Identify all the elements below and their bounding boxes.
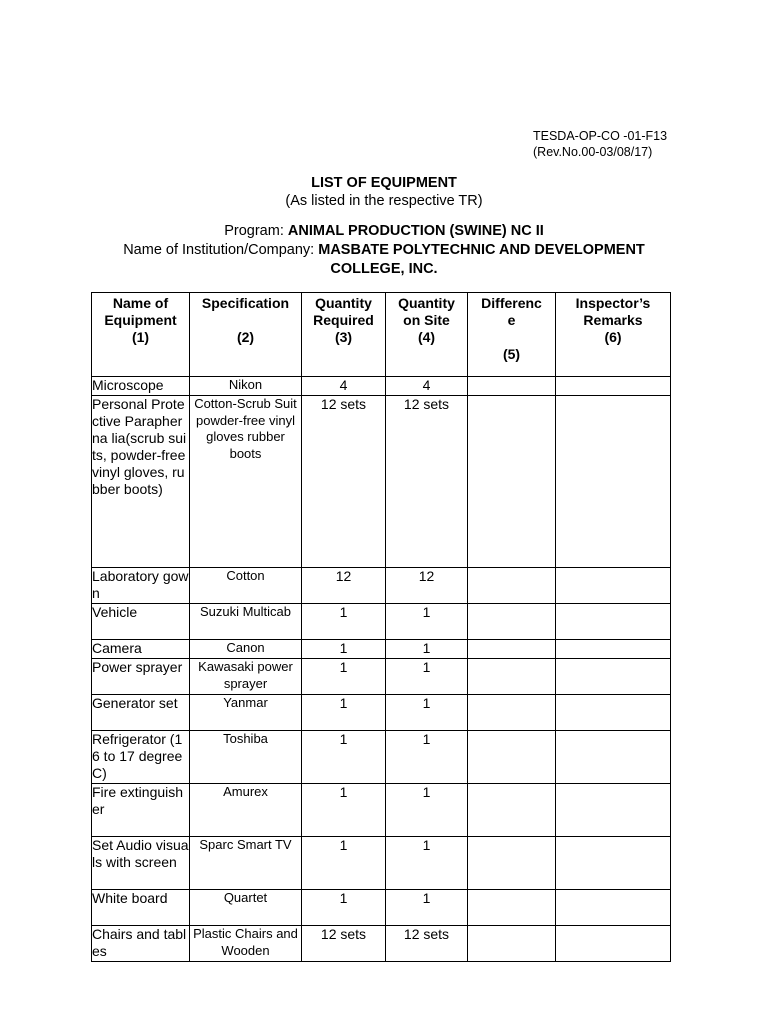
table-row — [92, 837, 671, 890]
form-code — [533, 128, 667, 160]
cell-inspector-remarks — [556, 568, 671, 604]
cell-quantity-on-site: 12 sets — [386, 926, 468, 962]
table-row — [92, 377, 671, 396]
cell-specification: Plastic Chairs and Wooden — [190, 926, 302, 962]
program-line — [0, 222, 768, 241]
cell-inspector-remarks — [556, 837, 671, 890]
cell-difference — [468, 731, 556, 784]
cell-quantity-required: 1 — [302, 784, 386, 837]
cell-specification: Quartet — [190, 890, 302, 926]
table-header-row — [92, 293, 671, 377]
table-row — [92, 784, 671, 837]
cell-specification: Sparc Smart TV — [190, 837, 302, 890]
cell-equipment-name: White board — [92, 890, 190, 926]
cell-quantity-on-site: 4 — [386, 377, 468, 396]
cell-quantity-on-site: 1 — [386, 659, 468, 695]
cell-quantity-on-site: 1 — [386, 731, 468, 784]
cell-equipment-name: Set Audio visuals with screen — [92, 837, 190, 890]
cell-specification: Kawasaki power sprayer — [190, 659, 302, 695]
cell-quantity-on-site: 1 — [386, 640, 468, 659]
institution-name-cont: COLLEGE, INC. — [330, 261, 438, 277]
cell-specification: Suzuki Multicab — [190, 604, 302, 640]
table-row — [92, 695, 671, 731]
cell-inspector-remarks — [556, 784, 671, 837]
cell-quantity-required: 1 — [302, 731, 386, 784]
header-name: Name of Equipment (1) — [92, 293, 190, 377]
cell-equipment-name: Generator set — [92, 695, 190, 731]
program-label: Program: — [224, 223, 288, 239]
header-quantity-on-site: Quantity on Site (4) — [386, 293, 468, 377]
cell-difference — [468, 695, 556, 731]
equipment-table — [91, 292, 671, 962]
cell-inspector-remarks — [556, 396, 671, 568]
header-specification: Specification (2) — [190, 293, 302, 377]
table-row — [92, 396, 671, 568]
cell-inspector-remarks — [556, 926, 671, 962]
program-block — [0, 222, 768, 279]
cell-inspector-remarks — [556, 695, 671, 731]
institution-label: Name of Institution/Company: — [123, 242, 319, 258]
cell-equipment-name: Refrigerator (16 to 17 degree C) — [92, 731, 190, 784]
equipment-table-body — [92, 377, 671, 962]
cell-quantity-required: 12 sets — [302, 926, 386, 962]
header-quantity-required: Quantity Required (3) — [302, 293, 386, 377]
cell-quantity-on-site: 1 — [386, 784, 468, 837]
cell-equipment-name: Chairs and tables — [92, 926, 190, 962]
cell-quantity-on-site: 1 — [386, 837, 468, 890]
cell-specification: Canon — [190, 640, 302, 659]
cell-quantity-on-site: 1 — [386, 890, 468, 926]
cell-specification: Yanmar — [190, 695, 302, 731]
cell-difference — [468, 640, 556, 659]
table-row — [92, 604, 671, 640]
cell-quantity-required: 12 — [302, 568, 386, 604]
cell-inspector-remarks — [556, 731, 671, 784]
cell-quantity-required: 1 — [302, 659, 386, 695]
cell-difference — [468, 568, 556, 604]
cell-difference — [468, 377, 556, 396]
table-row — [92, 926, 671, 962]
institution-line-2 — [0, 260, 768, 279]
cell-difference — [468, 784, 556, 837]
program-value: ANIMAL PRODUCTION (SWINE) NC II — [287, 223, 544, 239]
cell-quantity-required: 1 — [302, 890, 386, 926]
table-row — [92, 659, 671, 695]
header-difference: Differenc e (5) — [468, 293, 556, 377]
cell-difference — [468, 659, 556, 695]
cell-quantity-required: 4 — [302, 377, 386, 396]
table-row — [92, 890, 671, 926]
cell-specification: Amurex — [190, 784, 302, 837]
cell-quantity-on-site: 1 — [386, 695, 468, 731]
cell-equipment-name: Camera — [92, 640, 190, 659]
cell-equipment-name: Fire extinguisher — [92, 784, 190, 837]
cell-quantity-on-site: 12 sets — [386, 396, 468, 568]
cell-inspector-remarks — [556, 604, 671, 640]
form-code-number: TESDA-OP-CO -01-F13 — [533, 129, 668, 143]
cell-equipment-name: Microscope — [92, 377, 190, 396]
header-inspector-remarks: Inspector’s Remarks (6) — [556, 293, 671, 377]
page-subtitle: (As listed in the respective TR) — [285, 193, 483, 209]
cell-specification: Nikon — [190, 377, 302, 396]
cell-quantity-required: 1 — [302, 604, 386, 640]
page-title: LIST OF EQUIPMENT — [311, 175, 457, 191]
cell-equipment-name: Laboratory gown — [92, 568, 190, 604]
cell-difference — [468, 926, 556, 962]
title-block — [0, 174, 768, 210]
institution-name: MASBATE POLYTECHNIC AND DEVELOPMENT — [318, 242, 645, 258]
cell-inspector-remarks — [556, 890, 671, 926]
table-row — [92, 640, 671, 659]
cell-equipment-name: Personal Protective Parapherna lia(scrub suits, powder-free vinyl gloves, rubber boots) — [92, 396, 190, 568]
cell-quantity-required: 1 — [302, 695, 386, 731]
institution-line — [0, 241, 768, 260]
cell-difference — [468, 396, 556, 568]
cell-difference — [468, 837, 556, 890]
cell-quantity-required: 1 — [302, 837, 386, 890]
cell-inspector-remarks — [556, 377, 671, 396]
cell-quantity-on-site: 1 — [386, 604, 468, 640]
cell-specification: Toshiba — [190, 731, 302, 784]
cell-equipment-name: Vehicle — [92, 604, 190, 640]
cell-specification: Cotton — [190, 568, 302, 604]
cell-quantity-required: 1 — [302, 640, 386, 659]
cell-quantity-on-site: 12 — [386, 568, 468, 604]
table-row — [92, 731, 671, 784]
cell-quantity-required: 12 sets — [302, 396, 386, 568]
form-code-revision: (Rev.No.00-03/08/17) — [533, 145, 653, 159]
cell-inspector-remarks — [556, 640, 671, 659]
table-row — [92, 568, 671, 604]
cell-inspector-remarks — [556, 659, 671, 695]
cell-specification: Cotton-Scrub Suit powder-free vinyl gloves rubber boots — [190, 396, 302, 568]
cell-equipment-name: Power sprayer — [92, 659, 190, 695]
cell-difference — [468, 604, 556, 640]
cell-difference — [468, 890, 556, 926]
